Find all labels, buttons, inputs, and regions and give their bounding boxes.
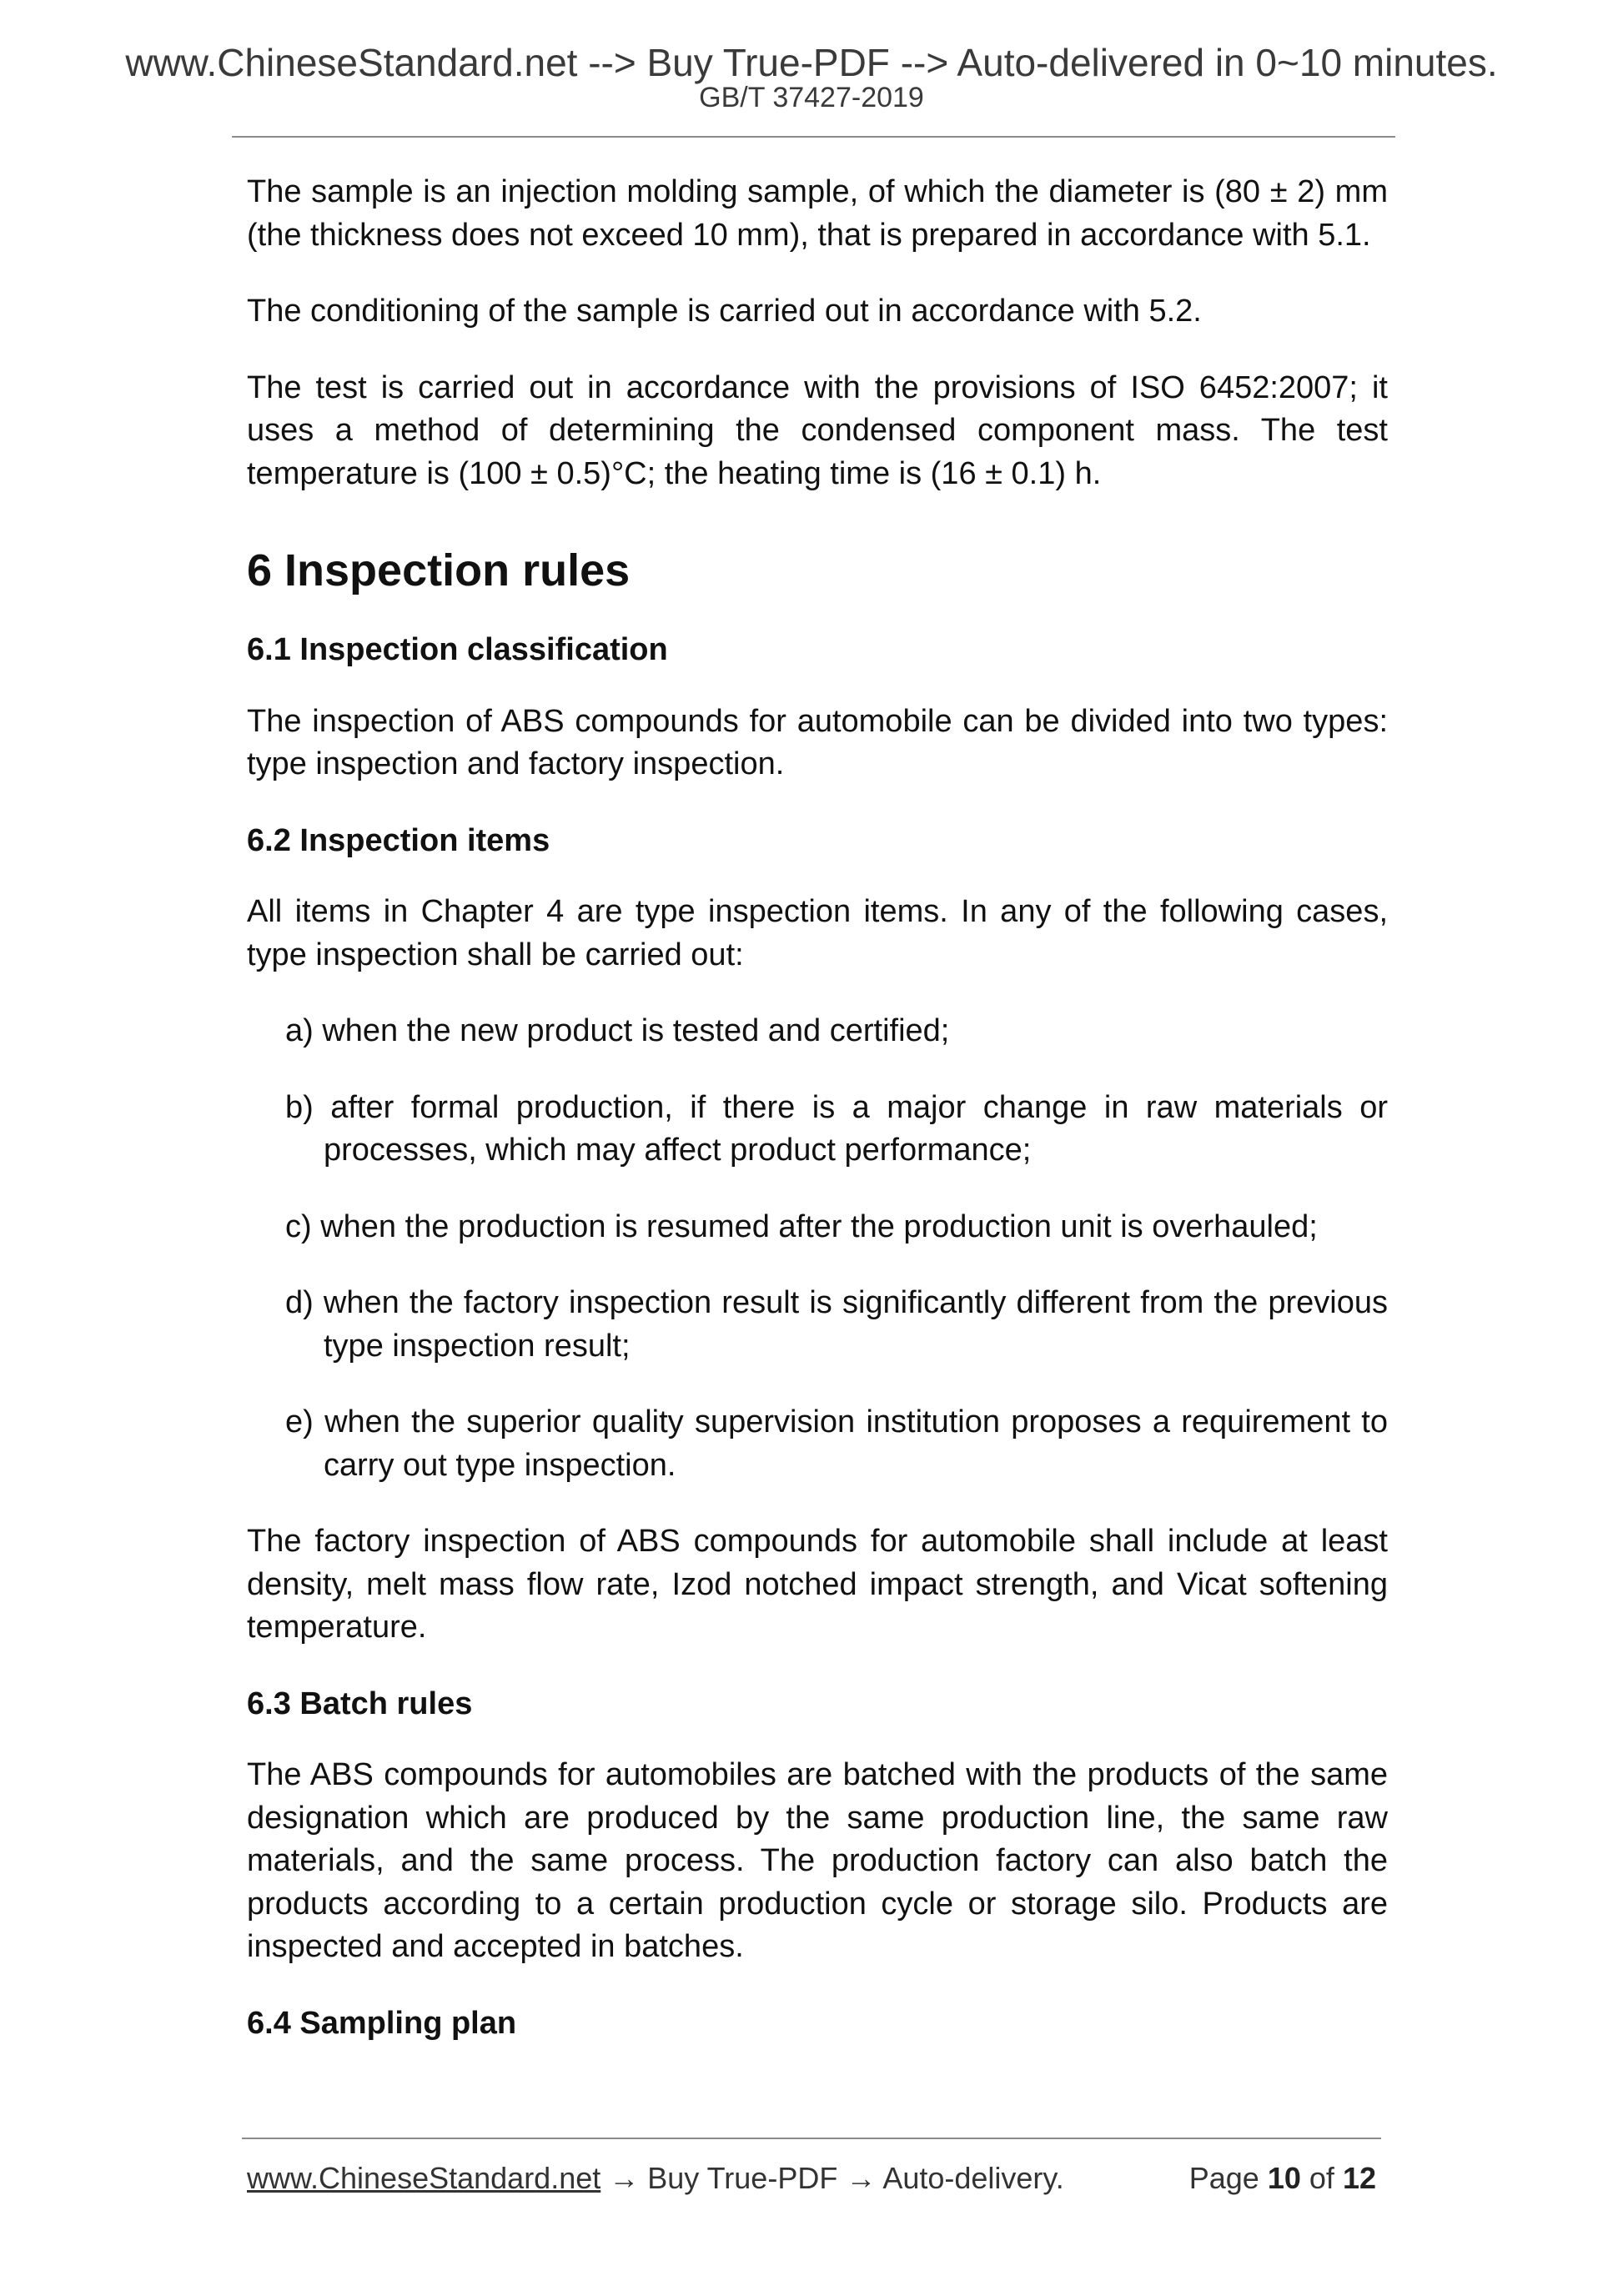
page-total: 12 <box>1342 2161 1376 2195</box>
list-item-a: a) when the new product is tested and certified; <box>285 1013 950 1048</box>
footer-tagline: → Buy True-PDF → Auto-delivery. <box>600 2161 1064 2195</box>
chapter-heading: 6 Inspection rules <box>247 545 631 595</box>
list-item-b: b) after formal production, if there is a major change in raw materials or processes, which may affect product performance; <box>285 1089 1388 1168</box>
page-of: of <box>1309 2161 1334 2195</box>
page-number <box>1189 2160 1376 2197</box>
paragraph-sample: The sample is an injection molding sample, of which the diameter is (80 ± 2) mm (the thickness does not exceed 10 mm), that is prepared in accordance with 5.1. <box>247 174 1388 253</box>
section-heading-6-1: 6.1 Inspection classification <box>247 632 668 667</box>
header-divider <box>232 136 1395 138</box>
paragraph-conditioning: The conditioning of the sample is carried out in accordance with 5.2. <box>247 294 1202 329</box>
footer-site-link[interactable]: www.ChineseStandard.net <box>247 2161 601 2195</box>
list-item-d: d) when the factory inspection result is significantly different from the previous type inspection result; <box>285 1285 1388 1364</box>
paragraph-batch-rules: The ABS compounds for automobiles are batched with the products of the same designation which are produced by the same production line, the same raw materials, and the same process. The production factory can also batch the products according to a certain production cycle or storage silo. Products are inspected and accepted in batches. <box>247 1757 1388 1964</box>
paragraph-classification: The inspection of ABS compounds for automobile can be divided into two types: type inspection and factory inspection. <box>247 703 1388 781</box>
document-code: GB/T 37427-2019 <box>699 82 924 113</box>
site-banner: www.ChineseStandard.net --> Buy True-PDF --> Auto-delivered in 0~10 minutes. <box>125 41 1498 84</box>
list-item-e: e) when the superior quality supervision institution proposes a requirement to carry out type inspection. <box>285 1404 1388 1483</box>
page-footer <box>247 2160 1381 2197</box>
section-heading-6-3: 6.3 Batch rules <box>247 1686 473 1721</box>
paragraph-items-intro: All items in Chapter 4 are type inspection items. In any of the following cases, type inspection shall be carried out: <box>247 894 1388 972</box>
page-content <box>247 171 1388 2073</box>
page-current: 10 <box>1267 2161 1301 2195</box>
paragraph-factory-inspection: The factory inspection of ABS compounds for automobile shall include at least density, melt mass flow rate, Izod notched impact strength, and Vicat softening temperature. <box>247 1524 1388 1645</box>
section-heading-6-2: 6.2 Inspection items <box>247 822 550 858</box>
section-heading-6-4: 6.4 Sampling plan <box>247 2005 517 2041</box>
page-label: Page <box>1188 2161 1259 2195</box>
list-item-c: c) when the production is resumed after the production unit is overhauled; <box>285 1208 1318 1244</box>
paragraph-test: The test is carried out in accordance with the provisions of ISO 6452:2007; it uses a method of determining the condensed component mass. The test temperature is (100 ± 0.5)°C; the heating time is (16 ± 0.1) h. <box>247 369 1388 491</box>
footer-divider <box>242 2138 1381 2139</box>
